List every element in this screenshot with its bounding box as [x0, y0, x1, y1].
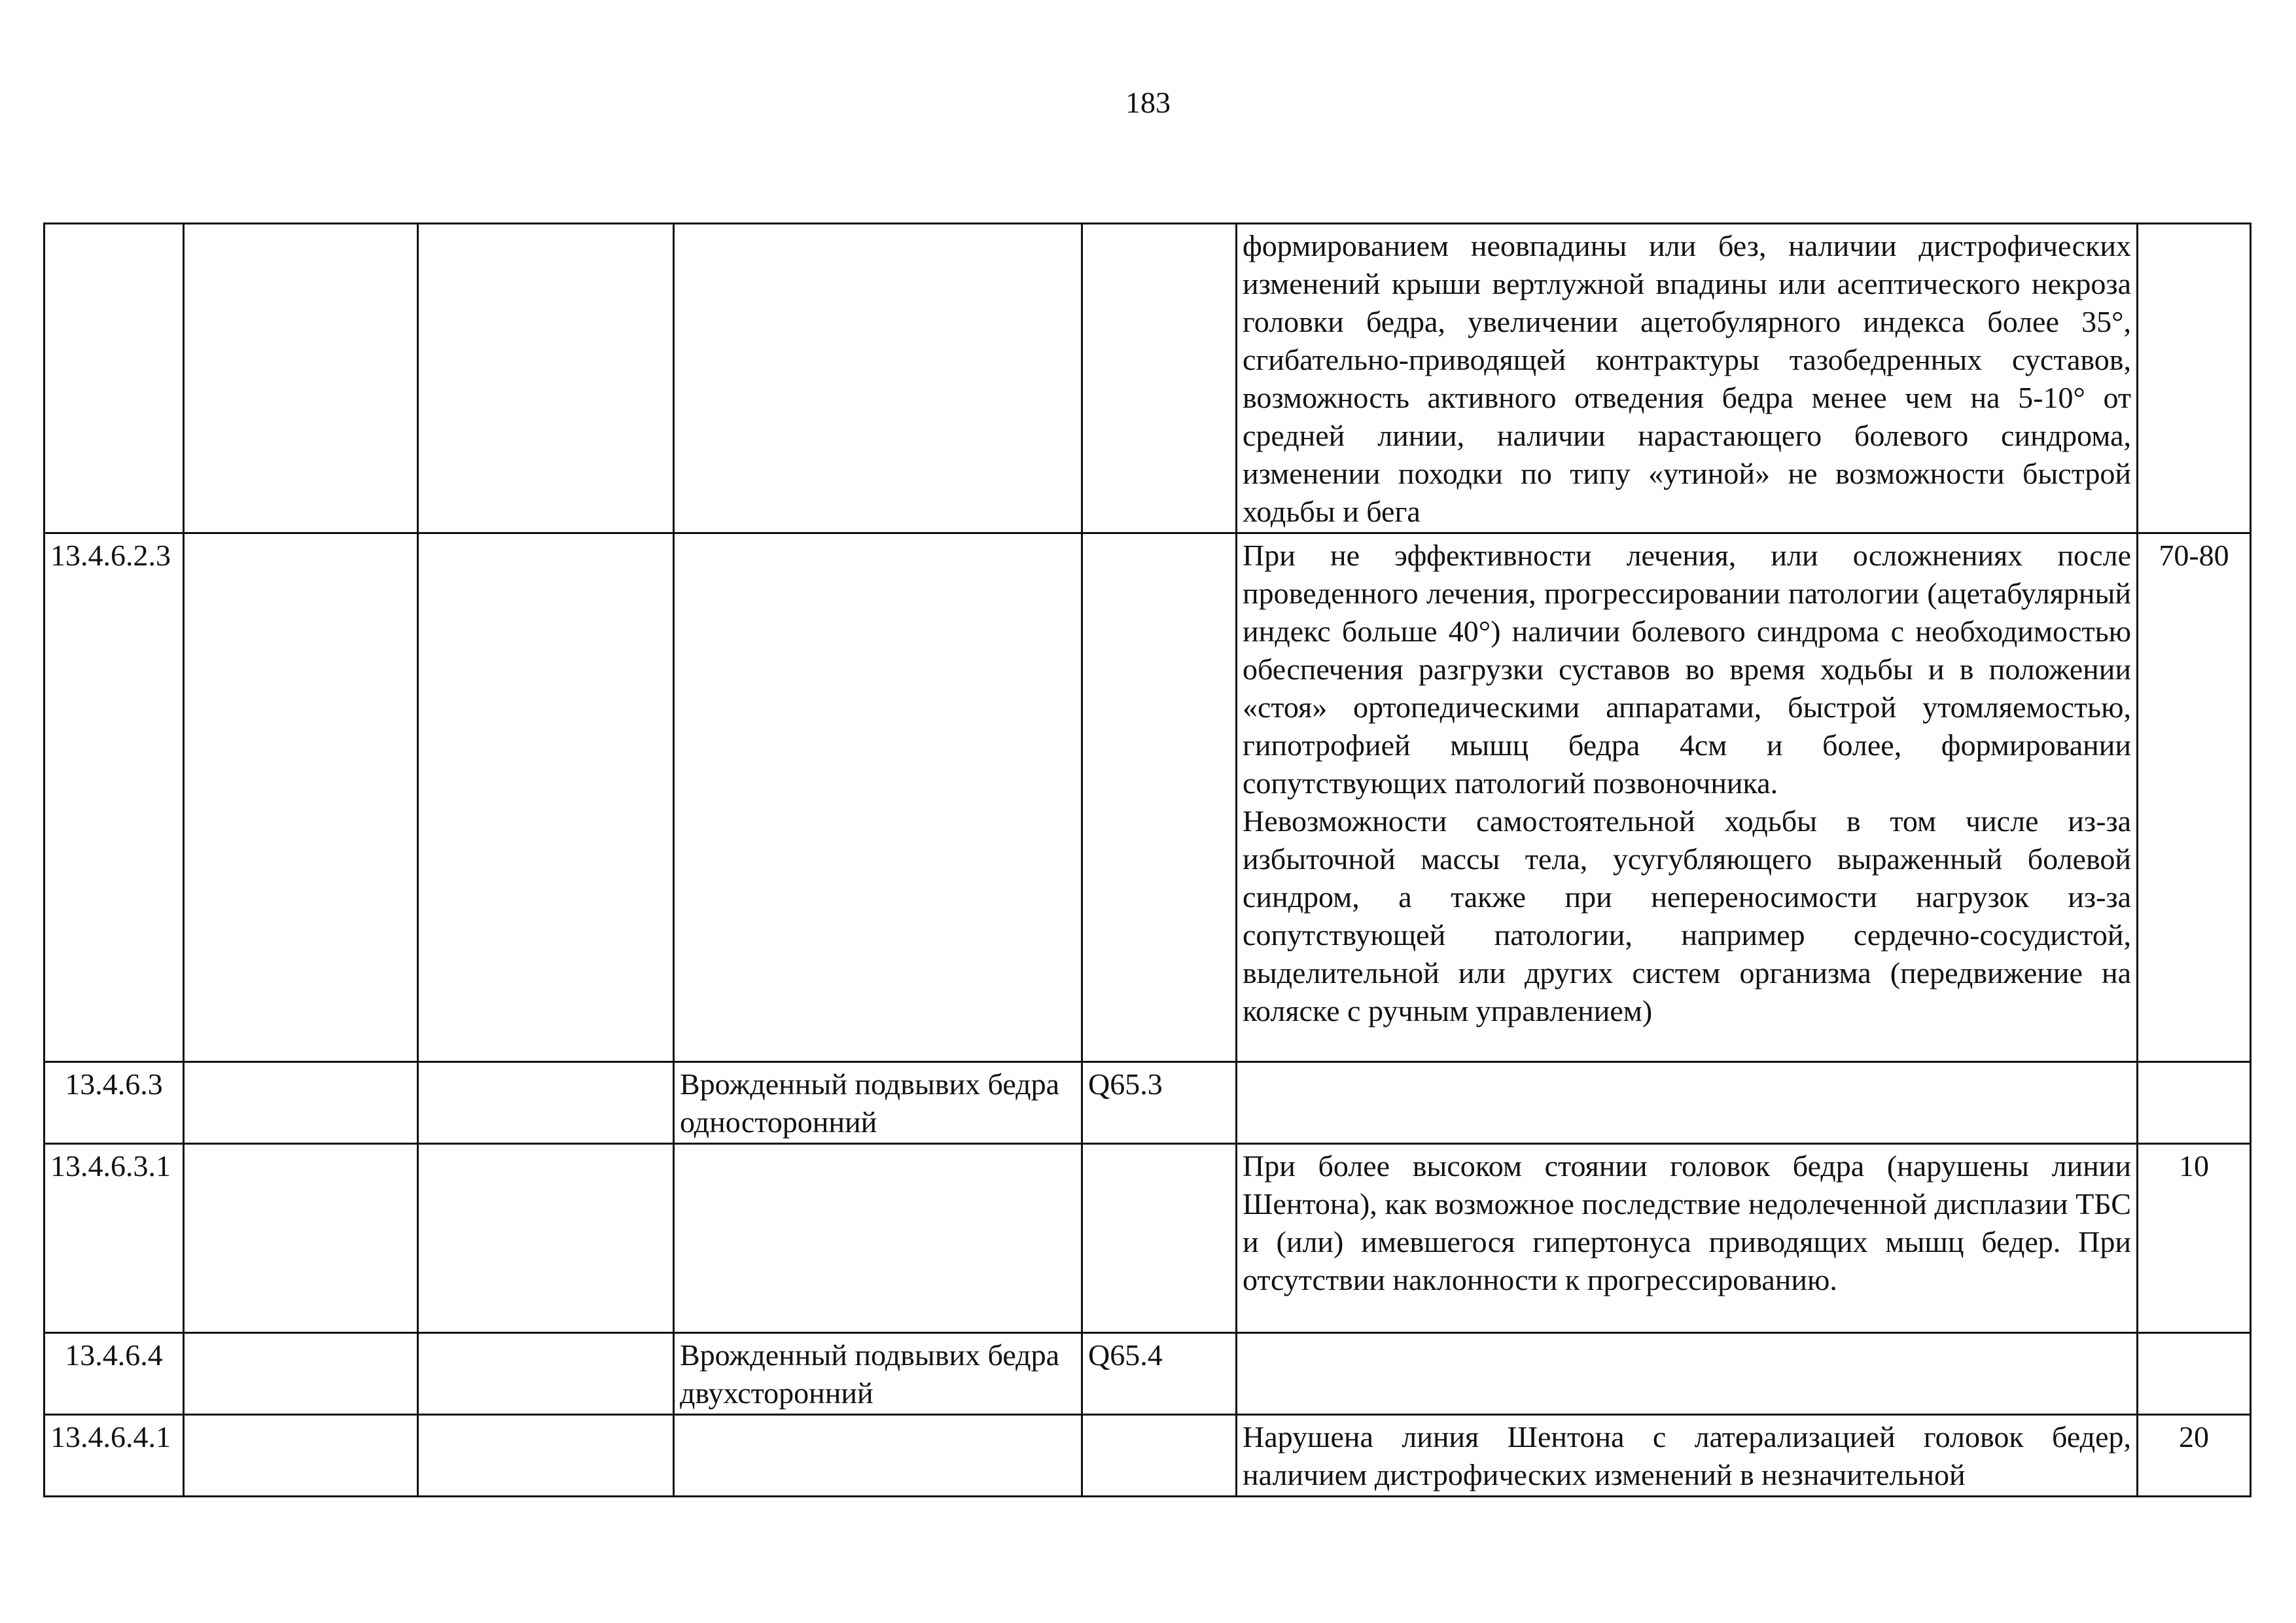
score-cell — [2138, 1333, 2251, 1415]
description-cell — [1237, 1333, 2138, 1415]
empty-cell — [184, 533, 418, 1062]
name-cell: Врожденный подвывих бедра односторонний — [674, 1062, 1082, 1144]
description-cell — [1237, 1144, 2138, 1333]
score-cell — [2138, 224, 2251, 533]
code-cell: 13.4.6.3 — [44, 1062, 184, 1144]
table-row — [44, 224, 2251, 533]
name-cell — [674, 533, 1082, 1062]
description-text: При не эффективности лечения, или осложнениях после проведенного лечения, прогрессировании патологии (ацетабулярный индекс больше 40°) наличии болевого синдрома с необходимостью обеспечения разгрузки суставов во время ходьбы и в положении «стоя» ортопедическими аппаратами, быстрой утомляемостью, гипотрофией мышц бедра 4см и более, формировании сопутствующих патологий позвоночника. — [1243, 539, 2131, 800]
page-number: 183 — [1125, 86, 1171, 119]
empty-cell — [418, 1415, 674, 1497]
score-cell: 20 — [2138, 1415, 2251, 1497]
score-cell: 70-80 — [2138, 533, 2251, 1062]
name-cell — [674, 1415, 1082, 1497]
icd-cell — [1082, 1415, 1237, 1497]
icd-cell — [1082, 533, 1237, 1062]
name-cell — [674, 224, 1082, 533]
name-cell — [674, 1144, 1082, 1333]
code-cell: 13.4.6.4.1 — [44, 1415, 184, 1497]
table-row — [44, 1415, 2251, 1497]
empty-cell — [184, 1415, 418, 1497]
empty-cell — [184, 1062, 418, 1144]
code-cell — [44, 224, 184, 533]
empty-cell — [184, 1333, 418, 1415]
empty-cell — [418, 224, 674, 533]
code-cell: 13.4.6.2.3 — [44, 533, 184, 1062]
description-text: Невозможности самостоятельной ходьбы в том числе из-за избыточной массы тела, усугубляющего выраженный болевой синдром, а также при непереносимости нагрузок из-за сопутствующей патологии, например сердечно-сосудистой, выделительной или других систем организма (передвижение на коляске с ручным управлением) — [1243, 804, 2131, 1027]
score-cell — [2138, 1062, 2251, 1144]
name-cell: Врожденный подвывих бедра двухсторонний — [674, 1333, 1082, 1415]
table-row — [44, 1144, 2251, 1333]
description-text: формированием неовпадины или без, наличии дистрофических изменений крыши вертлужной впадины или асептического некроза головки бедра, увеличении ацетобулярного индекса более 35°, сгибательно-приводящей контрактуры тазобедренных суставов, возможность активного отведения бедра менее чем на 5-10° от средней линии, наличии нарастающего болевого синдрома, изменении походки по типу «утиной» не возможности быстрой ходьбы и бега — [1243, 229, 2131, 528]
empty-cell — [418, 1144, 674, 1333]
empty-cell — [418, 533, 674, 1062]
description-text: Нарушена линия Шентона с латерализацией головок бедер, наличием дистрофических изменений в незначительной — [1243, 1420, 2131, 1491]
empty-cell — [418, 1062, 674, 1144]
empty-cell — [184, 1144, 418, 1333]
icd-cell: Q65.3 — [1082, 1062, 1237, 1144]
table-row — [44, 1333, 2251, 1415]
icd-cell — [1082, 224, 1237, 533]
table-row — [44, 533, 2251, 1062]
table-row — [44, 1062, 2251, 1144]
description-text: При более высоком стоянии головок бедра (нарушены линии Шентона), как возможное последствие недолеченной дисплазии ТБС и (или) имевшегося гипертонуса приводящих мышц бедер. При отсутствии наклонности к прогрессированию. — [1243, 1149, 2131, 1296]
description-cell — [1237, 224, 2138, 533]
empty-cell — [418, 1333, 674, 1415]
description-cell — [1237, 1415, 2138, 1497]
description-cell — [1237, 533, 2138, 1062]
icd-cell — [1082, 1144, 1237, 1333]
empty-cell — [184, 224, 418, 533]
description-cell — [1237, 1062, 2138, 1144]
score-cell: 10 — [2138, 1144, 2251, 1333]
code-cell: 13.4.6.4 — [44, 1333, 184, 1415]
code-cell: 13.4.6.3.1 — [44, 1144, 184, 1333]
document-table — [43, 223, 2252, 1497]
icd-cell: Q65.4 — [1082, 1333, 1237, 1415]
